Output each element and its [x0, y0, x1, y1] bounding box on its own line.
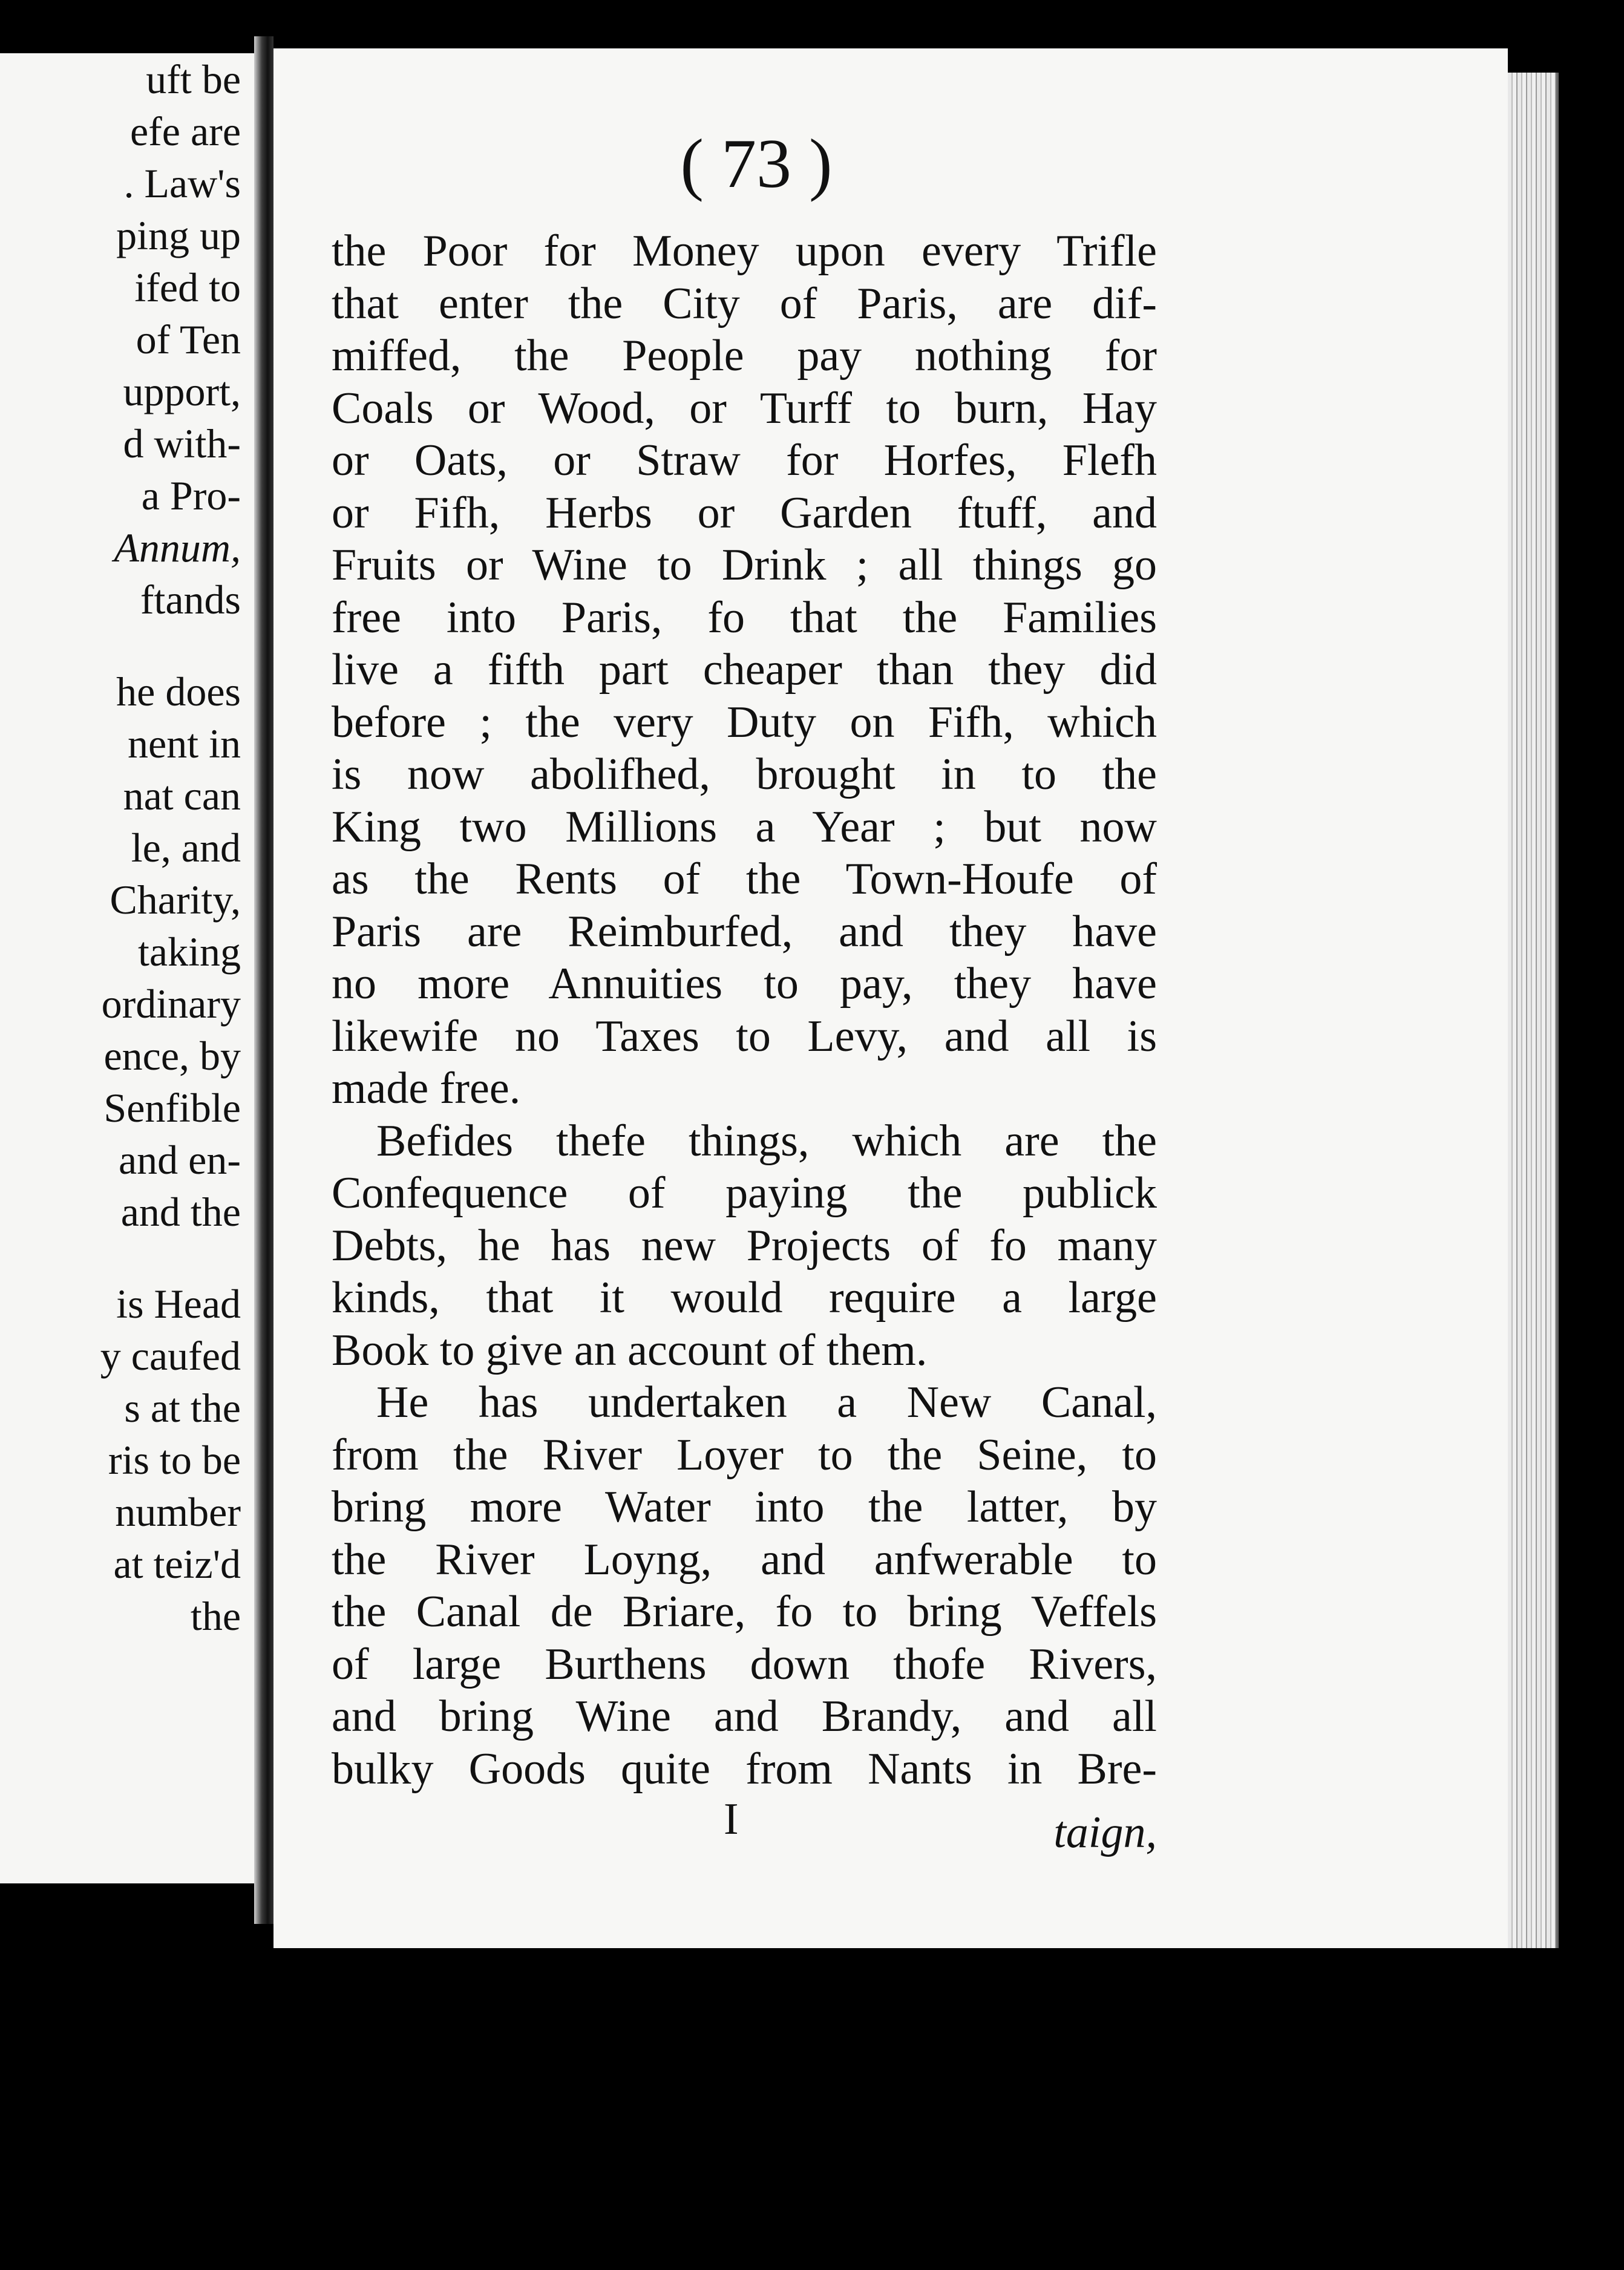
left-line: le, and — [131, 825, 241, 871]
text-line: Coals or Wood, or Turff to burn, Hay — [332, 383, 1157, 433]
text-line: or Oats, or Straw for Horfes, Flefh — [332, 436, 1157, 485]
text-line: live a fifth part cheaper than they did — [332, 645, 1157, 695]
text-line: made free. — [332, 1064, 521, 1113]
left-line: Annum, — [114, 525, 241, 571]
left-line: y caufed — [100, 1333, 241, 1379]
left-line: ping up — [116, 212, 241, 258]
text-line: is now abolifhed, brought in to the — [332, 750, 1157, 799]
text-line: from the River Loyer to the Seine, to — [332, 1430, 1157, 1480]
left-line: the — [190, 1593, 241, 1639]
left-line: ifed to — [134, 264, 241, 310]
text-line: Fruits or Wine to Drink ; all things go — [332, 540, 1157, 590]
page-footer — [332, 1794, 1157, 1857]
left-line: taking — [138, 929, 241, 975]
text-line: the River Loyng, and anfwerable to — [332, 1534, 1157, 1585]
text-line: Book to give an account of them. — [332, 1325, 928, 1375]
left-line: uft be — [146, 56, 241, 102]
text-line: before ; the very Duty on Fifh, which — [332, 697, 1157, 747]
left-line: d with- — [123, 420, 241, 466]
left-line: . Law's — [123, 160, 241, 206]
left-line: efe are — [129, 108, 241, 154]
text-line: miffed, the People pay nothing for — [332, 331, 1157, 381]
left-line: ris to be — [108, 1437, 241, 1483]
text-line: and bring Wine and Brandy, and all — [332, 1692, 1157, 1741]
left-line: nat can — [123, 773, 241, 819]
left-line: ence, by — [103, 1033, 241, 1079]
text-line: Debts, he has new Projects of fo many — [332, 1220, 1157, 1271]
text-line: kinds, that it would require a large — [332, 1273, 1157, 1323]
text-line: Befides thefe things, which are the — [376, 1116, 1157, 1166]
text-line: He has undertaken a New Canal, — [376, 1378, 1157, 1427]
page-number: ( 73 ) — [680, 125, 833, 203]
text-line: King two Millions a Year ; but now — [332, 802, 1157, 852]
catchword: taign, — [1053, 1808, 1157, 1857]
page-edges — [1508, 73, 1559, 1948]
left-line: of Ten — [136, 316, 241, 362]
text-line: likewife no Taxes to Levy, and all is — [332, 1011, 1157, 1061]
left-line: nent in — [128, 721, 241, 767]
text-line: no more Annuities to pay, they have — [332, 959, 1157, 1009]
text-line: the Canal de Briare, fo to bring Veffels — [332, 1587, 1157, 1637]
text-line: as the Rents of the Town-Houfe of — [332, 854, 1157, 904]
left-line: Senfible — [103, 1085, 241, 1131]
text-line: the Poor for Money upon every Trifle — [332, 226, 1157, 276]
left-line: Charity, — [110, 877, 241, 923]
body-text — [332, 225, 1157, 1795]
left-page-text — [0, 53, 241, 1642]
text-line: that enter the City of Paris, are dif- — [332, 278, 1157, 329]
left-line: is Head — [116, 1281, 241, 1327]
book-gutter — [254, 36, 273, 1924]
left-line: upport, — [123, 368, 241, 414]
signature-mark: I — [724, 1794, 739, 1844]
left-line: and en- — [118, 1137, 241, 1183]
left-line: and the — [120, 1189, 241, 1235]
left-line: ftands — [140, 577, 241, 623]
paragraph — [332, 225, 1157, 1115]
left-page-fragment — [0, 53, 254, 1883]
text-line: or Fifh, Herbs or Garden ftuff, and — [332, 488, 1157, 538]
text-line: of large Burthens down thofe Rivers, — [332, 1639, 1157, 1689]
left-line: number — [115, 1489, 241, 1535]
left-line: a Pro- — [141, 473, 241, 518]
left-line: ordinary — [101, 981, 241, 1027]
text-line: bulky Goods quite from Nants in Bre- — [332, 1744, 1157, 1794]
left-line: s at the — [124, 1385, 241, 1431]
text-line: bring more Water into the latter, by — [332, 1482, 1157, 1532]
paragraph — [332, 1376, 1157, 1795]
text-line: Paris are Reimburfed, and they have — [332, 906, 1157, 957]
left-line: he does — [116, 669, 241, 715]
text-line: free into Paris, fo that the Families — [332, 592, 1157, 643]
paragraph — [332, 1115, 1157, 1377]
text-line: Confequence of paying the publick — [332, 1168, 1157, 1218]
left-line: at teiz'd — [113, 1541, 241, 1587]
